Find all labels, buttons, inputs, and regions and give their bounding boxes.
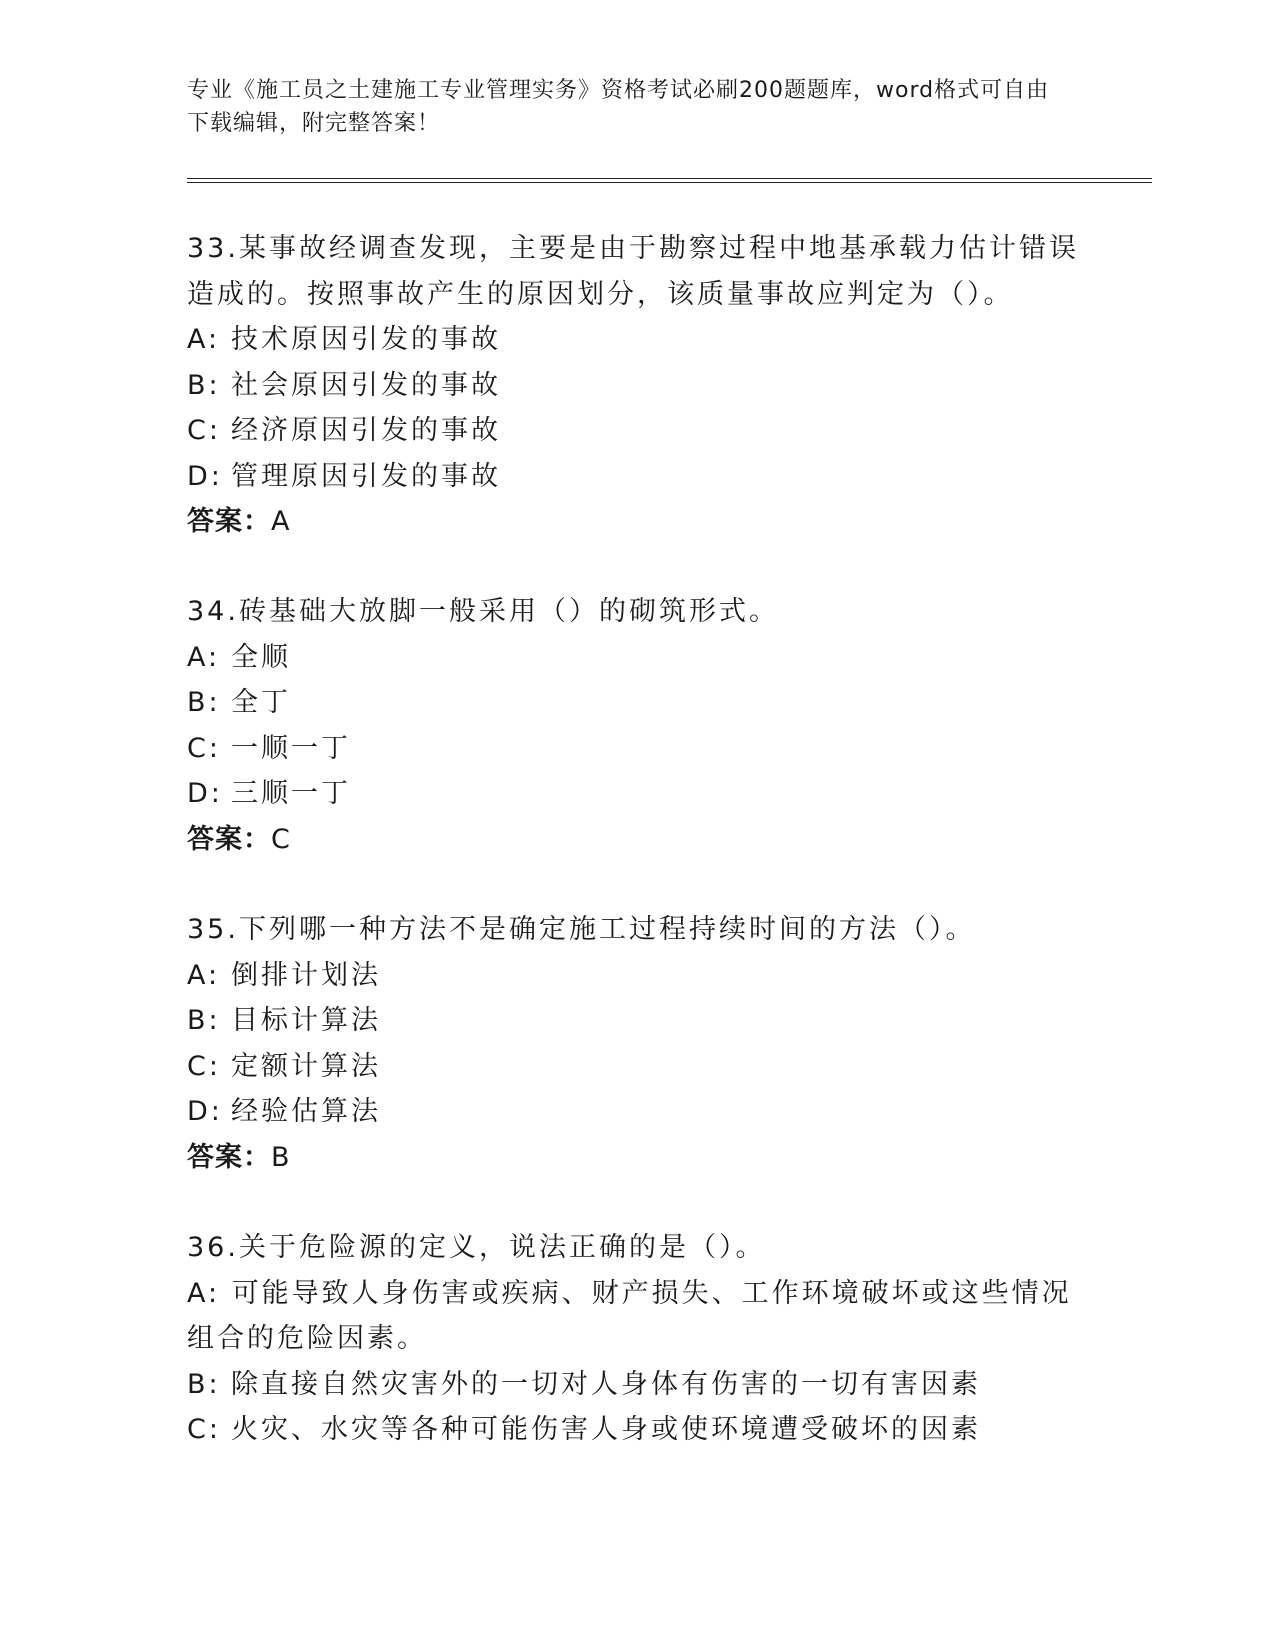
- answer-value: B: [271, 1141, 291, 1173]
- option-letter: B:: [187, 687, 221, 718]
- option-b: [187, 1362, 1087, 1408]
- option-letter: C:: [187, 732, 221, 764]
- option-letter: A:: [187, 959, 221, 991]
- option-b: [187, 680, 1087, 726]
- question-33: [187, 226, 1087, 545]
- answer-value: C: [271, 823, 291, 855]
- option-c: [187, 1407, 1087, 1453]
- option-text: 技术原因引发的事故: [231, 324, 501, 355]
- question-stem: 35.下列哪一种方法不是确定施工过程持续时间的方法（）。: [187, 914, 976, 945]
- option-text: 目标计算法: [231, 1005, 381, 1036]
- option-text: 三顺一丁: [231, 778, 351, 809]
- option-b: [187, 363, 1087, 409]
- option-letter: D:: [187, 460, 223, 492]
- option-text: 定额计算法: [231, 1050, 381, 1082]
- document-header: 专业《施工员之土建施工专业管理实务》资格考试必刷200题题库，word格式可自由下载编辑，附完整答案！: [187, 78, 1050, 136]
- answer-line: [187, 499, 1087, 545]
- answer-label: 答案：: [187, 506, 271, 537]
- answer-line: [187, 817, 1087, 863]
- option-c: [187, 726, 1087, 772]
- option-d: [187, 771, 1087, 817]
- option-letter: C:: [187, 415, 221, 446]
- option-a: [187, 317, 1087, 363]
- answer-value: A: [271, 506, 291, 537]
- option-text: 一顺一丁: [231, 732, 351, 764]
- option-text: 倒排计划法: [231, 959, 381, 991]
- option-text: 除直接自然灾害外的一切对人身体有伤害的一切有害因素: [231, 1368, 981, 1400]
- option-c: [187, 408, 1087, 454]
- option-c: [187, 1044, 1087, 1090]
- option-letter: C:: [187, 1050, 221, 1082]
- option-text: 经验估算法: [231, 1096, 381, 1127]
- header-divider-top: [187, 178, 1152, 179]
- option-text: 全顺: [231, 641, 291, 673]
- option-text: 管理原因引发的事故: [231, 460, 501, 492]
- option-d: [187, 1089, 1087, 1135]
- question-stem: 33.某事故经调查发现，主要是由于勘察过程中地基承载力估计错误造成的。按照事故产生的原因划分，该质量事故应判定为（）。: [187, 233, 1079, 310]
- option-text: 火灾、水灾等各种可能伤害人身或使环境遭受破坏的因素: [231, 1414, 981, 1445]
- option-letter: B:: [187, 1005, 221, 1036]
- question-stem: 36.关于危险源的定义，说法正确的是（）。: [187, 1232, 766, 1263]
- option-text: 全丁: [231, 687, 291, 718]
- question-35: [187, 907, 1087, 1180]
- option-text: 社会原因引发的事故: [231, 369, 501, 401]
- option-a: [187, 1271, 1087, 1362]
- option-letter: B:: [187, 369, 221, 401]
- option-letter: D:: [187, 778, 223, 809]
- option-letter: A:: [187, 1277, 221, 1309]
- answer-line: [187, 1135, 1087, 1181]
- option-a: [187, 635, 1087, 681]
- option-b: [187, 998, 1087, 1044]
- option-d: [187, 454, 1087, 500]
- option-a: [187, 953, 1087, 999]
- question-stem: 34.砖基础大放脚一般采用（）的砌筑形式。: [187, 596, 779, 627]
- option-letter: C:: [187, 1414, 221, 1445]
- option-letter: B:: [187, 1368, 221, 1400]
- option-letter: A:: [187, 324, 221, 355]
- option-letter: D:: [187, 1096, 223, 1127]
- answer-label: 答案：: [187, 1141, 271, 1173]
- question-34: [187, 589, 1087, 862]
- option-text: 经济原因引发的事故: [231, 415, 501, 446]
- answer-label: 答案：: [187, 823, 271, 855]
- header-divider-bottom: [187, 182, 1152, 183]
- question-36: [187, 1225, 1087, 1453]
- option-text: 可能导致人身伤害或疾病、财产损失、工作环境破坏或这些情况组合的危险因素。: [187, 1277, 1072, 1354]
- option-letter: A:: [187, 641, 221, 673]
